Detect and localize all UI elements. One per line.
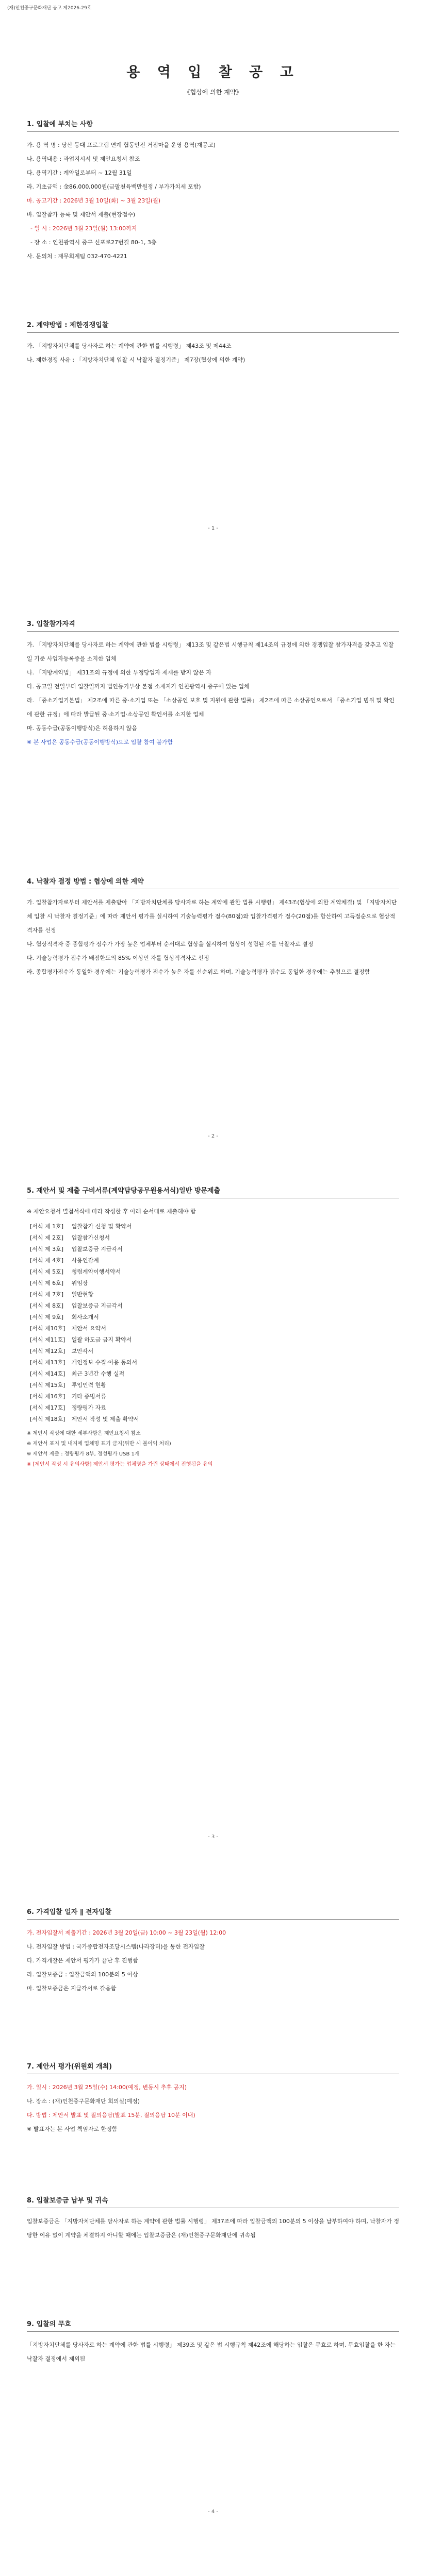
section-body: [27, 895, 399, 979]
line: 가. 일시 : 2026년 3월 25일(수) 14:00(예정, 변동시 추후 공지): [27, 2084, 187, 2091]
section-evaluation: [27, 2061, 399, 2136]
form-number: [서식 제 7호]: [30, 1291, 64, 1298]
form-title: 입찰참가 신청 및 확약서: [71, 1223, 132, 1230]
line: ※ 본 사업은 공동수급(공동이행방식)으로 입찰 참여 불가함: [27, 739, 173, 745]
section-heading: 6. 가격입찰 일자 ∥ 전자입찰: [27, 1906, 399, 1920]
form-title: 일반현황: [71, 1291, 94, 1298]
line: 바. 입찰참가 등록 및 제안서 제출(현장접수): [27, 211, 136, 218]
line: 나. 「지방계약법」 제31조의 규정에 의한 부정당업자 제재를 받지 않은 자: [27, 669, 211, 676]
form-title: 입찰보증금 지급각서: [71, 1246, 123, 1252]
form-title: 청렴계약이행서약서: [71, 1268, 121, 1275]
section-invalid-bids: [27, 2318, 399, 2366]
form-title: 사용인감계: [71, 1257, 99, 1264]
line: 라. 기초금액 : 金86,000,000원(금팔천육백만원정 / 부가가치세 포함): [27, 183, 201, 190]
document-list-row: [27, 1255, 142, 1266]
form-number: [서식 제17호]: [30, 1404, 65, 1411]
document-number: (재)인천중구문화재단 공고 제2026-29호: [7, 6, 92, 11]
section-heading: 2. 계약방법 : 제한경쟁입찰: [27, 319, 399, 333]
page-title: 용 역 입 찰 공 고: [126, 64, 300, 80]
document-list-row: [27, 1221, 142, 1232]
form-number: [서식 제14호]: [30, 1370, 65, 1377]
form-title: 입찰보증금 지급각서: [71, 1302, 123, 1309]
section-heading: 1. 입찰에 부치는 사항: [27, 118, 399, 132]
page-number: - 2 -: [208, 1133, 218, 1139]
document-list: [27, 1221, 142, 1425]
note-line: ※ 제안서 표지 및 내지에 업체명 표기 금지(위반 시 불이익 처리): [27, 1441, 171, 1447]
line: 다. 공고일 전일부터 입찰일까지 법인등기부상 본점 소재지가 인천광역시 중구에 있는 업체: [27, 683, 250, 690]
form-title: 기타 증빙서류: [71, 1393, 106, 1400]
line: 가. 「지방자치단체를 당사자로 하는 계약에 관한 법률 시행령」 제43조 및 제44조: [27, 343, 232, 349]
section-submission-docs: [27, 1185, 399, 1470]
document-list-row: [27, 1391, 142, 1402]
line: 마. 공고기간 : 2026년 3월 10일(화) ~ 3월 23일(월): [27, 197, 161, 204]
document-list-row: [27, 1311, 142, 1323]
document-list-row: [27, 1334, 142, 1345]
form-number: [서식 제 5호]: [30, 1268, 64, 1275]
section-body: [27, 339, 399, 367]
note-line: ※ 제안서 작성에 대한 세부사항은 제안요청서 참조: [27, 1431, 141, 1436]
section-body: [27, 638, 399, 749]
section-heading: 5. 재안서 및 제출 구비서류(계약담당공무원용서식)일반 방문제출: [27, 1185, 399, 1198]
form-number: [서식 제 1호]: [30, 1223, 64, 1230]
line: 가. 입찰참가자로부터 제안서를 제출받아 「지방자치단체를 당사자로 하는 계약에 관한 법률 시행령」 제43조(협상에 의한 계약체결) 및 「지방자치단체 입찰 시 낙찰자 결정기준」에 따라 제안서 평가를 실시하여 기술능력평가 점수(80점)와 입찰가격평가 점수(20점)를 합산하여 고득점순으로 협상적격자를 선정: [27, 899, 397, 934]
form-title: 최근 3년간 수행 실적: [71, 1370, 125, 1377]
line: 다. 용역기간 : 계약일로부터 ~ 12월 31일: [27, 170, 132, 176]
section-heading: 3. 입찰참가자격: [27, 618, 399, 632]
section-body: [27, 1926, 399, 1995]
note-line: ※ 제안서 제출 : 정량평가 8부, 정성평가 USB 1개: [27, 1451, 140, 1457]
section-eligibility: [27, 618, 399, 749]
document-list-row: [27, 1266, 142, 1277]
line: 사. 문의처 : 재무회계팀 032-470-4221: [27, 253, 127, 260]
form-number: [서식 제 3호]: [30, 1246, 64, 1252]
form-title: 회사소개서: [71, 1314, 99, 1320]
line: 나. 협상적격자 중 종합평가 점수가 가장 높은 업체부터 순서대로 협상을 실시하여 협상이 성립된 자를 낙찰자로 결정: [27, 941, 314, 947]
line: 나. 제한경쟁 사유 : 「지방자치단체 입찰 시 낙찰자 결정기준」 제7장(협상에 의한 계약): [27, 357, 245, 363]
form-title: 제안서 요약서: [71, 1325, 106, 1332]
section-bid-bond: [27, 2195, 399, 2242]
form-title: 보안각서: [71, 1348, 94, 1354]
section-contract-method: [27, 319, 399, 367]
form-number: [서식 제18호]: [30, 1416, 65, 1422]
document-list-row: [27, 1379, 142, 1391]
document-list-row: [27, 1232, 142, 1243]
line: 다. 기술능력평가 점수가 배점한도의 85% 이상인 자를 협상적격자로 선정: [27, 955, 209, 961]
page-subtitle: 《협상에 의한 계약》: [184, 89, 242, 96]
section-body: [27, 2080, 399, 2136]
form-title: 위임장: [71, 1280, 88, 1286]
line: 다. 가격개찰은 제안서 평가가 끝난 후 진행함: [27, 1957, 138, 1964]
line: 라. 입찰보증금 : 입찰금액의 100분의 5 이상: [27, 1971, 138, 1978]
line: ※ 발표자는 본 사업 책임자로 한정함: [27, 2126, 118, 2132]
section-heading: 7. 제안서 평가(위원회 개최): [27, 2061, 399, 2074]
form-number: [서식 제15호]: [30, 1382, 65, 1388]
line: 나. 용역내용 : 과업지시서 및 제안요청서 참조: [27, 156, 140, 162]
line: 라. 「중소기업기본법」 제2조에 따른 중·소기업 또는 「소상공인 보호 및 지원에 관한 법률」 제2조에 따른 소상공인으로서 「중소기업 범위 및 확인에 관한 규정」에 따라 발급된 중·소기업·소상공인 확인서를 소지한 업체: [27, 697, 395, 718]
line: 마. 공동수급(공동이행방식)은 허용하지 않음: [27, 725, 137, 732]
section-body: [27, 138, 399, 263]
section-notes: [27, 1429, 399, 1470]
line: 라. 종합평가점수가 동일한 경우에는 기술능력평가 점수가 높은 자를 선순위로 하며, 기술능력평가 점수도 동일한 경우에는 추첨으로 결정함: [27, 969, 370, 975]
page-number: - 4 -: [208, 2509, 218, 2515]
form-title: 제안서 작성 및 제출 확약서: [71, 1416, 139, 1422]
line: 다. 방법 : 제안서 발표 및 질의응답(발표 15분, 질의응답 10분 이내): [27, 2112, 195, 2119]
document-list-row: [27, 1289, 142, 1300]
form-number: [서식 제 9호]: [30, 1314, 64, 1320]
form-number: [서식 제 8호]: [30, 1302, 64, 1309]
form-title: 일괄 하도급 금지 확약서: [71, 1336, 132, 1343]
document-list-row: [27, 1368, 142, 1379]
section-bid-items: [27, 118, 399, 263]
section-intro: ※ 제안요청서 별첨서식에 따라 작성한 후 아래 순서대로 제출해야 함: [27, 1208, 196, 1215]
line: 가. 전자입찰서 제출기간 : 2026년 3월 20일(금) 10:00 ~ 3월 23일(월) 12:00: [27, 1929, 226, 1936]
form-number: [서식 제 6호]: [30, 1280, 64, 1286]
form-number: [서식 제10호]: [30, 1325, 65, 1332]
line: 마. 입찰보증금은 지급각서로 갈음함: [27, 1985, 117, 1992]
form-title: 개인정보 수집·이용 동의서: [71, 1359, 137, 1366]
document-list-row: [27, 1277, 142, 1289]
document-list-row: [27, 1402, 142, 1413]
line: 가. 용 역 명 : 당산 등대 프로그램 연계 협동안전 거점마을 운영 용역(재공고): [27, 142, 216, 148]
document-list-row: [27, 1357, 142, 1368]
form-number: [서식 제 2호]: [30, 1234, 64, 1241]
note-line: ※ [제안서 작성 시 유의사항] 제안서 평가는 업체명을 가린 상태에서 진행됨을 유의: [27, 1462, 213, 1467]
line: 가. 「지방자치단체를 당사자로 하는 계약에 관한 법률 시행령」 제13조 및 같은법 시행규칙 제14조의 규정에 의한 경쟁입찰 참가자격을 갖추고 입찰일 기준 사업자등록증을 소지한 업체: [27, 641, 394, 662]
form-title: 투입인력 현황: [71, 1382, 106, 1388]
section-heading: 9. 입찰의 무효: [27, 2318, 399, 2332]
section-award-method: [27, 876, 399, 979]
form-title: 정량평가 자료: [71, 1404, 106, 1411]
document-list-row: [27, 1323, 142, 1334]
line: - 장 소 : 인천광역시 중구 신포로27번길 80-1, 3층: [27, 239, 157, 246]
document-list-row: [27, 1243, 142, 1255]
form-number: [서식 제13호]: [30, 1359, 65, 1366]
document-list-row: [27, 1300, 142, 1311]
section-heading: 4. 낙찰자 결정 방법 : 협상에 의한 계약: [27, 876, 399, 889]
line: - 일 시 : 2026년 3월 23일(월) 13:00까지: [27, 225, 137, 232]
form-number: [서식 제12호]: [30, 1348, 65, 1354]
form-number: [서식 제11호]: [30, 1336, 65, 1343]
section-heading: 8. 입찰보증금 납부 및 귀속: [27, 2195, 399, 2208]
line: 나. 전자입찰 방법 : 국가종합전자조달시스템(나라장터)을 통한 전자입찰: [27, 1943, 205, 1950]
section-body: 「지방자치단체를 당사자로 하는 계약에 관한 법률 시행령」 제39조 및 같은 법 시행규칙 제42조에 해당하는 입찰은 무효로 하며, 무효입찰을 한 자는 낙찰자 결정에서 제외됨: [27, 2342, 396, 2362]
section-price-bid: [27, 1906, 399, 1995]
page-number: - 1 -: [208, 526, 218, 531]
document-list-row: [27, 1345, 142, 1357]
document-list-row: [27, 1413, 142, 1425]
form-title: 입찰참가신청서: [71, 1234, 110, 1241]
form-number: [서식 제16호]: [30, 1393, 65, 1400]
section-body: 입찰보증금은 「지방자치단체를 당사자로 하는 계약에 관한 법률 시행령」 제37조에 따라 입찰금액의 100분의 5 이상을 납부하여야 하며, 낙찰자가 정당한 이유 없이 계약을 체결하지 아니할 때에는 입찰보증금은 (재)인천중구문화재단에 귀속됨: [27, 2218, 399, 2239]
page-number: - 3 -: [208, 1834, 218, 1840]
form-number: [서식 제 4호]: [30, 1257, 64, 1264]
line: 나. 장소 : (재)인천중구문화재단 회의실(예정): [27, 2098, 140, 2105]
